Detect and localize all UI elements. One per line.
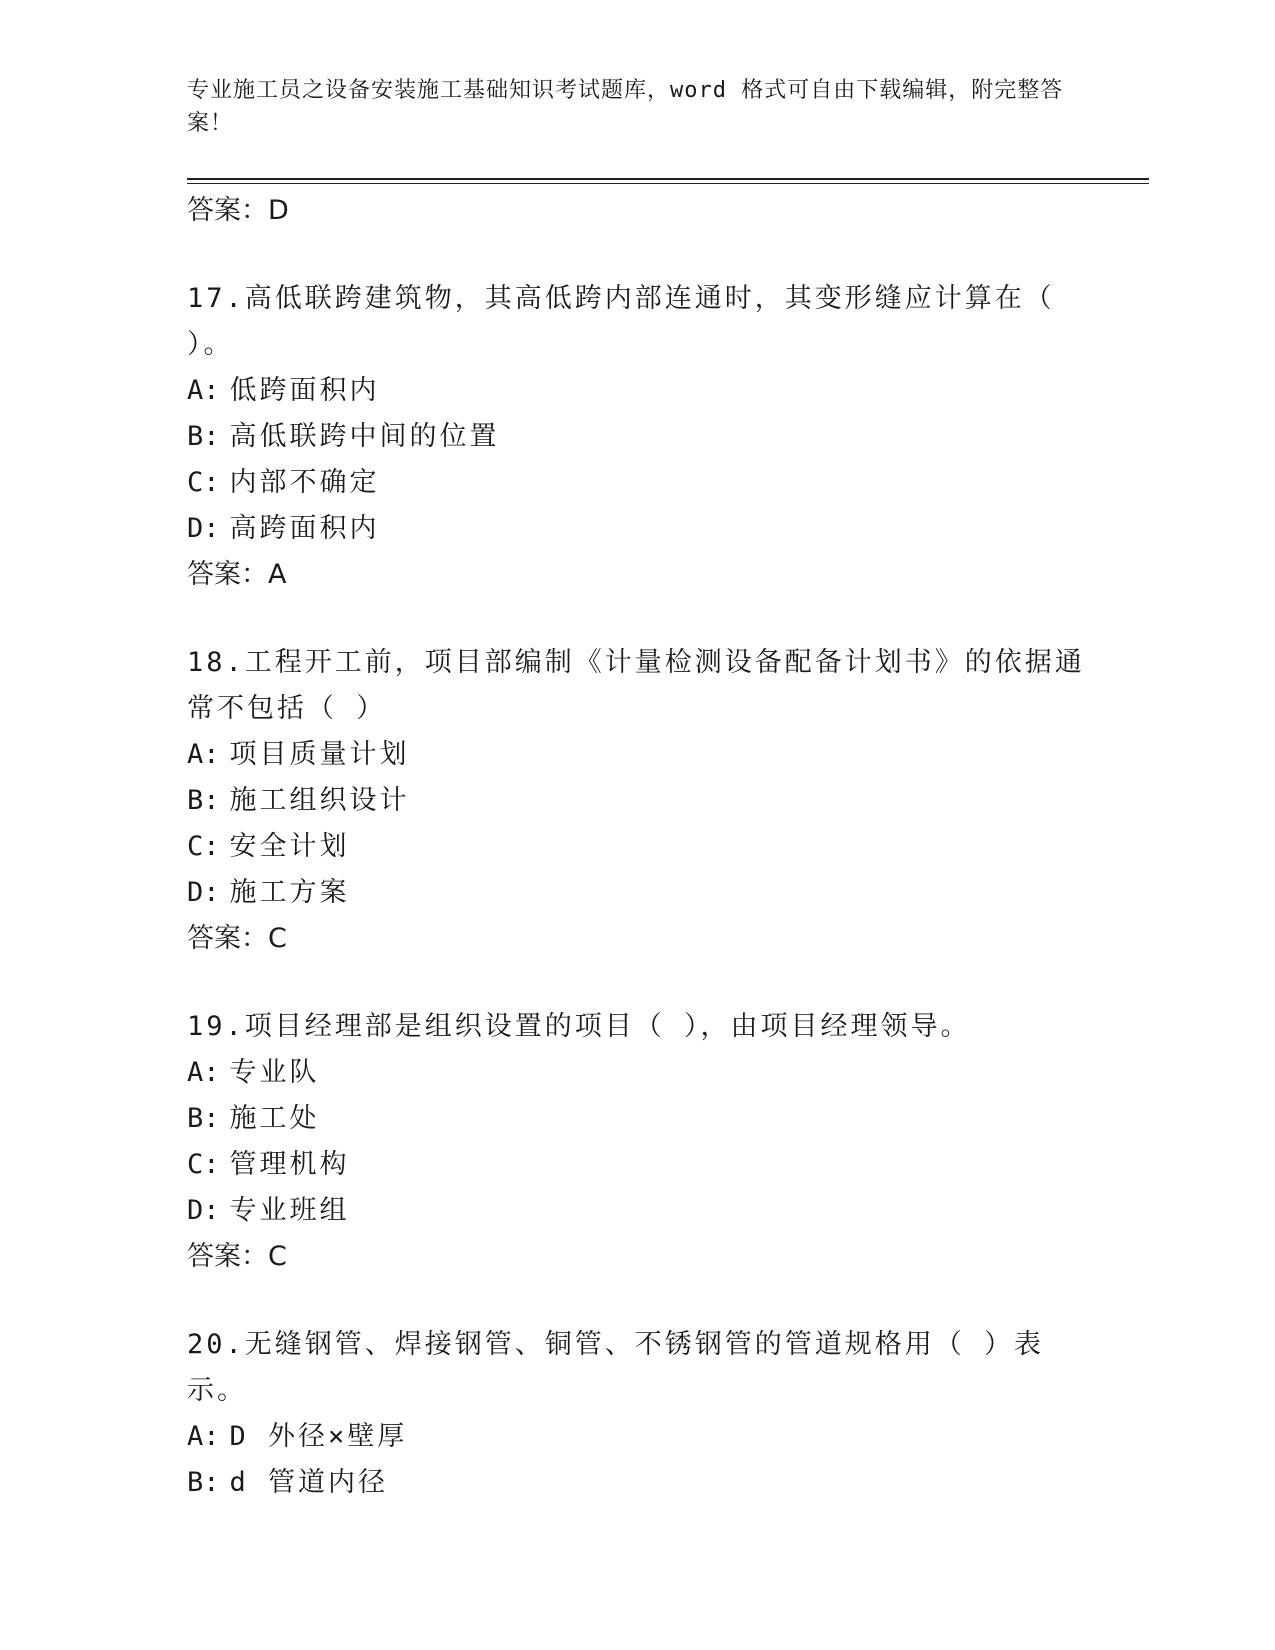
question-list xyxy=(187,188,1087,1506)
option-key: A: xyxy=(187,375,220,406)
answer-line: 答案：C xyxy=(187,1241,287,1272)
option-text: 施工组织设计 xyxy=(229,785,410,816)
option-key: A: xyxy=(187,1057,220,1088)
option-text: 专业班组 xyxy=(229,1195,350,1226)
option-c xyxy=(187,460,1087,506)
option-b xyxy=(187,1096,1087,1142)
question-text: 20.无缝钢管、焊接钢管、铜管、不锈钢管的管道规格用（ ）表示。 xyxy=(187,1329,1045,1406)
option-a xyxy=(187,368,1087,414)
question-item xyxy=(187,640,1087,962)
question-text: 17.高低联跨建筑物，其高低跨内部连通时，其变形缝应计算在（ ）。 xyxy=(187,283,1055,360)
option-a xyxy=(187,732,1087,778)
option-text: 施工方案 xyxy=(229,877,350,908)
option-d xyxy=(187,1188,1087,1234)
question-item xyxy=(187,276,1087,598)
option-key: A: xyxy=(187,1421,220,1452)
option-key: D: xyxy=(187,877,220,908)
header-rule-thin xyxy=(187,183,1149,184)
option-key: C: xyxy=(187,1149,220,1180)
answer-line: 答案：A xyxy=(187,559,287,590)
question-text: 18.工程开工前，项目部编制《计量检测设备配备计划书》的依据通常不包括（ ） xyxy=(187,647,1085,724)
answer-line: 答案：D xyxy=(187,195,289,226)
option-key: D: xyxy=(187,1195,220,1226)
option-b xyxy=(187,778,1087,824)
option-key: B: xyxy=(187,785,220,816)
option-key: D: xyxy=(187,513,220,544)
option-b xyxy=(187,1460,1087,1506)
option-a xyxy=(187,1050,1087,1096)
question-item xyxy=(187,1322,1087,1506)
option-text: 高低联跨中间的位置 xyxy=(229,421,500,452)
option-text: d 管道内径 xyxy=(229,1467,389,1498)
option-key: A: xyxy=(187,739,220,770)
option-text: 专业队 xyxy=(229,1057,320,1088)
answer-line: 答案：C xyxy=(187,923,287,954)
option-key: B: xyxy=(187,421,220,452)
question-item xyxy=(187,1004,1087,1280)
option-b xyxy=(187,414,1087,460)
option-text: 高跨面积内 xyxy=(229,513,380,544)
option-key: C: xyxy=(187,467,220,498)
option-text: 内部不确定 xyxy=(229,467,380,498)
header-rule-thick xyxy=(187,178,1149,180)
option-text: 安全计划 xyxy=(229,831,350,862)
option-text: 项目质量计划 xyxy=(229,739,410,770)
option-text: D 外径×壁厚 xyxy=(229,1421,408,1452)
option-text: 管理机构 xyxy=(229,1149,350,1180)
option-c xyxy=(187,824,1087,870)
option-key: C: xyxy=(187,831,220,862)
option-d xyxy=(187,506,1087,552)
question-text: 19.项目经理部是组织设置的项目（ ），由项目经理领导。 xyxy=(187,1011,971,1042)
option-text: 施工处 xyxy=(229,1103,320,1134)
document-header: 专业施工员之设备安装施工基础知识考试题库，word 格式可自由下载编辑，附完整答案！ xyxy=(187,78,1064,136)
option-text: 低跨面积内 xyxy=(229,375,380,406)
option-c xyxy=(187,1142,1087,1188)
option-key: B: xyxy=(187,1103,220,1134)
option-key: B: xyxy=(187,1467,220,1498)
option-d xyxy=(187,870,1087,916)
option-a xyxy=(187,1414,1087,1460)
